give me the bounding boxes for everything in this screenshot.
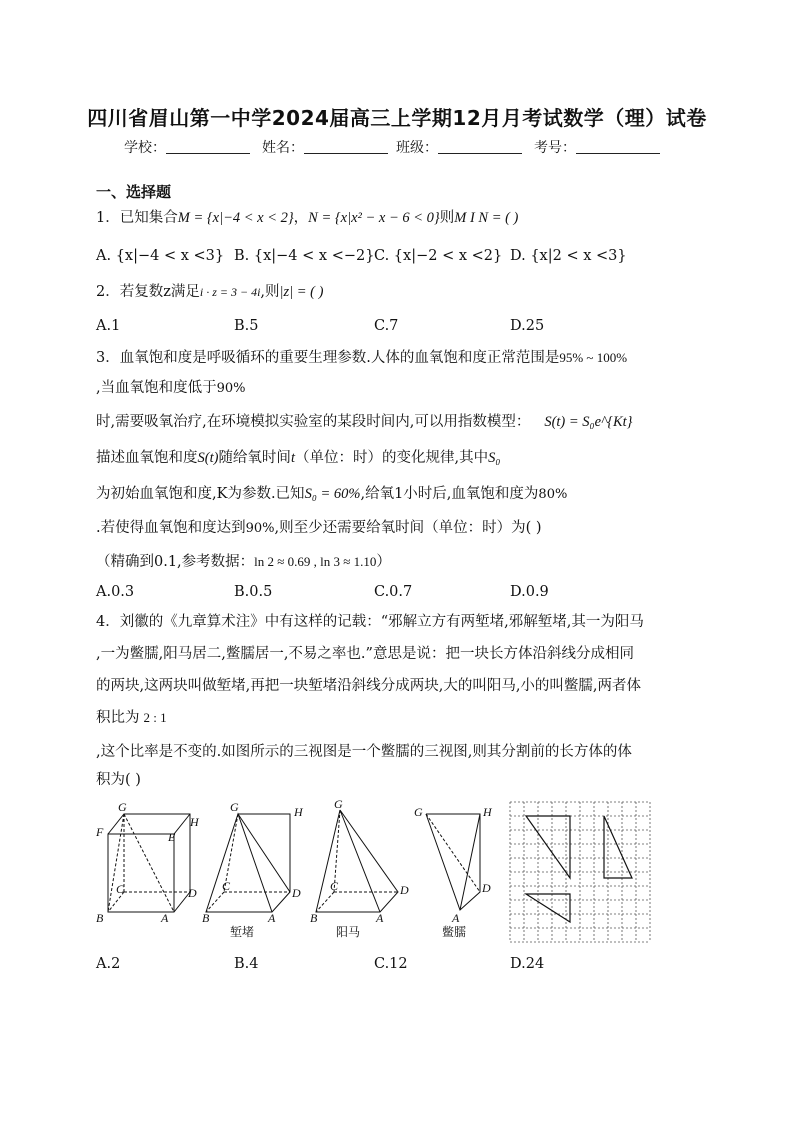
caption-qiandu: 堑堵 <box>230 925 255 939</box>
number-label: 考号： <box>534 140 576 156</box>
normal-range: 95% ~ 100% <box>559 350 628 365</box>
question-3-line-6: .若使得血氧饱和度达到90%,则至少还需要给氧时间（单位：时）为( ) <box>96 520 542 536</box>
exponential-model: S(t) = S₀e^{Kt} <box>544 414 633 430</box>
svg-text:G: G <box>334 797 343 811</box>
question-3-line-3: 时,需要吸氧治疗,在环境模拟实验室的某段时间内,可以用指数模型： S(t) = S₀e^{Kt} <box>96 414 633 430</box>
q4-option-d[interactable]: D.24 <box>510 956 545 972</box>
modulus-expr: |z| = ( ) <box>279 284 324 300</box>
question-3-line-7: （精确到0.1,参考数据：ln 2 ≈ 0.69 , ln 3 ≈ 1.10） <box>96 554 391 570</box>
svg-text:D: D <box>400 883 409 897</box>
front-view <box>526 816 570 878</box>
svg-text:D: D <box>482 881 491 895</box>
question-4-line-1: 4．刘徽的《九章算术注》中有这样的记载：“邪解立方有两堑堵,邪解堑堵,其一为阳马 <box>96 614 644 630</box>
svg-text:E: E <box>168 830 176 844</box>
q1-option-d[interactable]: D. {x|2 < x <3} <box>510 248 627 264</box>
question-3-line-4: 描述血氧饱和度S(t)随给氧时间t（单位：时）的变化规律,其中S₀ <box>96 450 501 466</box>
yangma-figure <box>316 810 398 912</box>
q3-option-d[interactable]: D.0.9 <box>510 584 549 600</box>
q3-option-c[interactable]: C.0.7 <box>374 584 413 600</box>
svg-text:G: G <box>230 800 239 814</box>
q3-option-b[interactable]: B.0.5 <box>234 584 273 600</box>
solid-figures <box>90 796 670 946</box>
complex-equation: i · z = 3 − 4i <box>199 285 261 299</box>
name-label: 姓名： <box>262 140 304 156</box>
name-field[interactable] <box>262 137 390 157</box>
question-1: 1．已知集合M = {x|−4 < x < 2}，N = {x|x² − x − 6 < 0}则M I N = ( ) <box>96 210 519 226</box>
set-n: N = {x|x² − x − 6 < 0} <box>308 210 440 226</box>
svg-text:G: G <box>414 805 423 819</box>
question-3-line-2: ,当血氧饱和度低于90% <box>96 380 246 396</box>
qiandu-figure <box>206 814 290 912</box>
svg-text:C: C <box>116 882 125 896</box>
caption-yangma: 阳马 <box>336 925 361 939</box>
svg-text:A: A <box>268 911 276 925</box>
question-3-line-5: 为初始血氧饱和度,K为参数.已知S₀ = 60%,给氧1小时后,血氧饱和度为80% <box>96 486 568 502</box>
bienao-figure <box>426 814 480 910</box>
svg-text:G: G <box>118 800 127 814</box>
svg-text:H: H <box>483 805 492 819</box>
page-title: 四川省眉山第一中学2024届高三上学期12月月考试数学（理）试卷 <box>87 106 707 130</box>
school-field[interactable] <box>124 137 252 157</box>
svg-text:B: B <box>310 911 318 925</box>
question-4-line-3: 的两块,这两块叫做堑堵,再把一块堑堵沿斜线分成两块,大的叫阳马,小的叫鳖臑,两者体 <box>96 678 642 694</box>
svg-text:C: C <box>222 879 231 893</box>
svg-text:A: A <box>376 911 384 925</box>
cuboid-figure <box>108 814 190 912</box>
section-heading: 一、选择题 <box>96 183 172 201</box>
svg-text:H: H <box>190 815 199 829</box>
svg-text:C: C <box>330 879 339 893</box>
set-m: M = {x|−4 < x < 2} <box>177 210 294 226</box>
svg-text:B: B <box>202 911 210 925</box>
q2-option-c[interactable]: C.7 <box>374 318 399 334</box>
svg-text:D: D <box>188 886 197 900</box>
q2-option-a[interactable]: A.1 <box>96 318 121 334</box>
question-4-line-6: 积为( ) <box>96 772 141 788</box>
q2-option-b[interactable]: B.5 <box>234 318 259 334</box>
q4-option-b[interactable]: B.4 <box>234 956 259 972</box>
svg-text:H: H <box>294 805 303 819</box>
svg-text:D: D <box>292 886 301 900</box>
intersection-expr: M I N = ( ) <box>454 210 519 226</box>
question-2: 2．若复数z满足i · z = 3 − 4i,则|z| = ( ) <box>96 284 324 300</box>
school-label: 学校： <box>124 140 166 156</box>
q1-option-c[interactable]: C. {x|−2 < x <2} <box>374 248 503 264</box>
top-view <box>526 894 570 922</box>
svg-text:A: A <box>161 911 169 925</box>
q4-option-a[interactable]: A.2 <box>96 956 121 972</box>
q1-option-a[interactable]: A. {x|−4 < x <3} <box>96 248 225 264</box>
svg-text:F: F <box>96 825 104 839</box>
number-field[interactable] <box>534 137 662 157</box>
svg-text:B: B <box>96 911 104 925</box>
question-4-line-4: 积比为 2 : 1 <box>96 710 167 726</box>
class-label: 班级： <box>396 140 438 156</box>
q1-option-b[interactable]: B. {x|−4 < x <−2} <box>234 248 375 264</box>
svg-text:A: A <box>452 911 460 925</box>
q3-option-a[interactable]: A.0.3 <box>96 584 135 600</box>
q2-option-d[interactable]: D.25 <box>510 318 545 334</box>
question-4-line-5: ,这个比率是不变的.如图所示的三视图是一个鳖臑的三视图,则其分割前的长方体的体 <box>96 744 632 760</box>
class-field[interactable] <box>396 137 524 157</box>
question-3-line-1: 3．血氧饱和度是呼吸循环的重要生理参数.人体的血氧饱和度正常范围是95% ~ 100% <box>96 350 628 366</box>
question-4-line-2: ,一为鳖臑,阳马居二,鳖臑居一,不易之率也.”意思是说：把一块长方体沿斜线分成相同 <box>96 646 634 662</box>
caption-bienao: 鳖臑 <box>442 925 467 939</box>
q4-option-c[interactable]: C.12 <box>374 956 408 972</box>
